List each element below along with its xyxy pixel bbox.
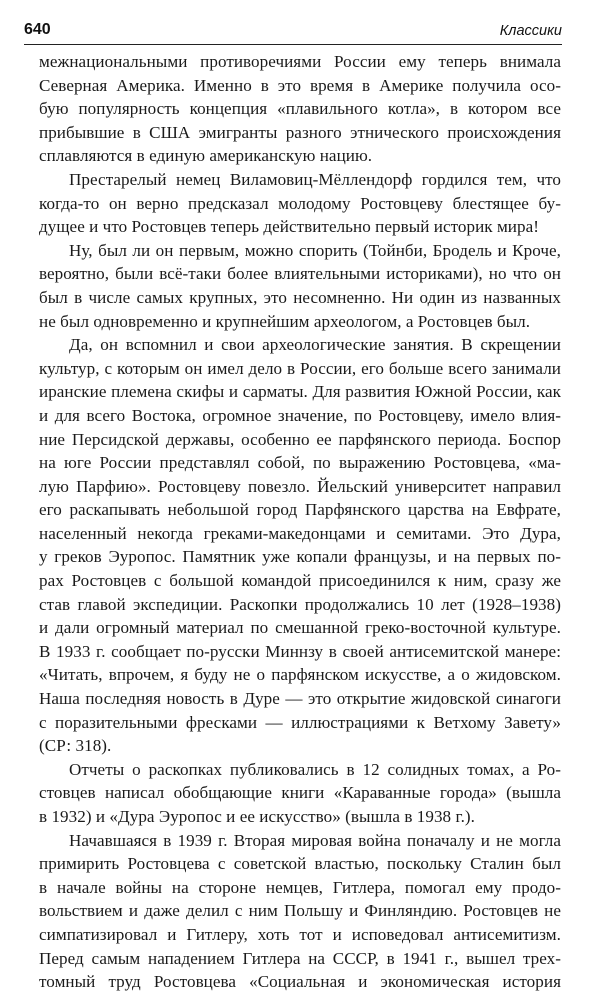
text-line: Престарелый немец Виламовиц-Мёллендорф гордился тем, что bbox=[69, 169, 561, 189]
text-line: вольствием и даже делил с ним Польшу и Финляндию. Ростовцев не bbox=[39, 901, 561, 921]
body-text bbox=[39, 50, 561, 994]
text-line: его раскапывать небольшой город Парфянского царства на Евфрате, bbox=[39, 500, 561, 520]
text-line: вероятно, были всё-таки более влиятельными историками), но что он bbox=[39, 264, 561, 284]
text-line: примирить Ростовцева с советской властью, поскольку Сталин был bbox=[39, 854, 561, 874]
running-head: Классики bbox=[499, 23, 562, 39]
text-line: стовцев написал обобщающие книги «Караванные города» (вышла bbox=[39, 783, 561, 803]
text-line: межнациональными противоречиями России ему теперь внимала bbox=[39, 52, 561, 71]
text-line: с поразительными фресками — иллюстрациями к Ветхому Завету» bbox=[39, 712, 561, 732]
text-line: став главой экспедиции. Раскопки продолжались 10 лет (1928–1938) bbox=[39, 594, 561, 614]
text-line: Начавшаяся в 1939 г. Вторая мировая война поначалу и не могла bbox=[69, 830, 561, 850]
text-line: Да, он вспомнил и свои археологические занятия. В скрещении bbox=[69, 335, 561, 355]
text-line: Северная Америка. Именно в это время в Америке получила осо- bbox=[39, 75, 561, 95]
text-line: Отчеты о раскопках публиковались в 12 солидных томах, а Ро- bbox=[69, 759, 561, 779]
text-line: в начале войны на стороне немцев, Гитлера, помогал ему продо- bbox=[39, 877, 561, 897]
text-line: лую Парфию». Ростовцеву повезло. Йельский университет направил bbox=[39, 476, 561, 496]
text-line: и для всего Востока, огромное значение, по Ростовцеву, имело влия- bbox=[39, 405, 561, 425]
text-line: на юге России представлял собой, по выражению Ростовцева, «ма- bbox=[39, 453, 561, 473]
text-line: (СР: 318). bbox=[39, 736, 112, 756]
text-line: бую популярность концепция «плавильного котла», в котором все bbox=[39, 99, 561, 119]
text-line: когда-то он верно предсказал молодому Ростовцеву блестящее бу- bbox=[39, 193, 561, 213]
text-line: томный труд Ростовцева «Социальная и экономическая история bbox=[39, 972, 561, 992]
text-line: прибывшие в США эмигранты разного этнического происхождения bbox=[39, 122, 561, 142]
text-line: иранские племена скифы и сарматы. Для развития Южной России, как bbox=[39, 382, 561, 402]
text-line: рах Ростовцев с большой командой присоединился к ним, сразу же bbox=[39, 571, 561, 591]
text-line: сплавляются в единую американскую нацию. bbox=[39, 146, 373, 166]
text-line: Перед самым нападением Гитлера на СССР, в 1941 г., вышел трех- bbox=[39, 948, 561, 968]
text-line: не был одновременно и крупнейшим археологом, а Ростовцев был. bbox=[39, 311, 531, 331]
text-line: у греков Эуропос. Памятник уже копали французы, и на первых по- bbox=[39, 547, 561, 567]
text-line: и дали огромный материал по смешанной греко-восточной культуре. bbox=[39, 618, 561, 638]
text-line: «Читать, впрочем, я буду не о парфянском искусстве, а о жидовском. bbox=[39, 665, 561, 685]
text-line: Наша последняя новость в Дуре — это открытие жидовской синагоги bbox=[39, 689, 561, 709]
text-line: культур, с которым он имел дело в России, его больше всего занимали bbox=[39, 358, 561, 378]
text-line: В 1933 г. сообщает по-русски Миннзу в своей антисемитской манере: bbox=[39, 641, 561, 661]
page-header bbox=[24, 20, 562, 45]
text-line: Ну, был ли он первым, можно спорить (Тойнби, Бродель и Кроче, bbox=[69, 240, 561, 260]
text-line: был в числе самых крупных, это несомненно. Ни один из названных bbox=[39, 287, 561, 307]
text-line: населенный некогда греками-македонцами и семитами. Это Дура, bbox=[39, 523, 561, 543]
text-line: симпатизировал и Гитлеру, хоть тот и исповедовал антисемитизм. bbox=[39, 924, 561, 944]
text-line: дущее и что Ростовцев теперь действительно первый историк мира! bbox=[39, 217, 539, 237]
page-number: 640 bbox=[24, 21, 51, 38]
text-line: ние Персидской державы, особенно ее парфянского периода. Боспор bbox=[39, 429, 561, 449]
text-line: в 1932) и «Дура Эуропос и ее искусство» (вышла в 1938 г.). bbox=[39, 807, 475, 826]
